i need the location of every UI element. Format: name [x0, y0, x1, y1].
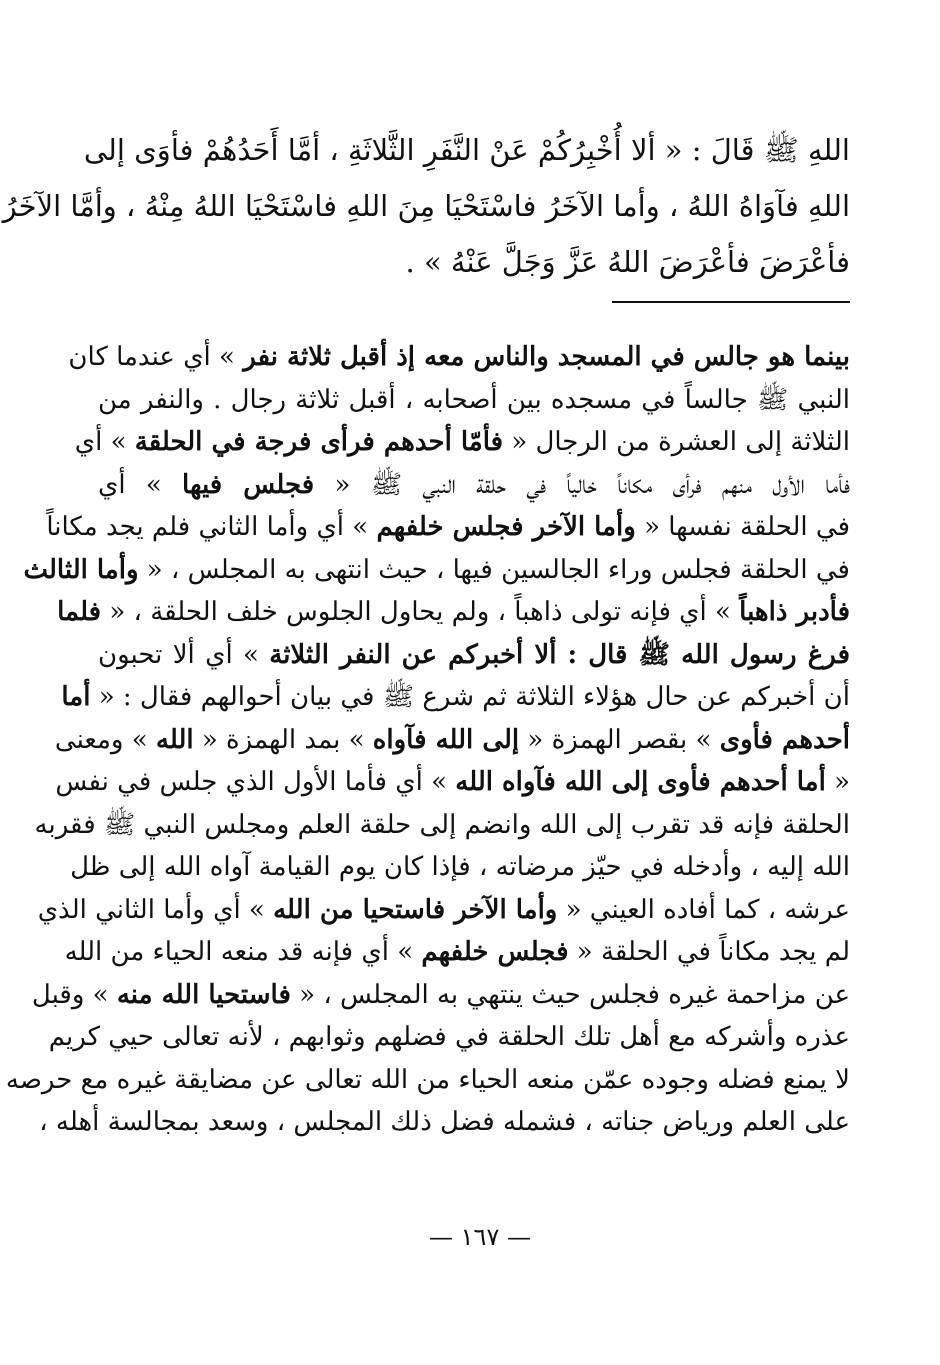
- commentary-line: [37, 889, 850, 932]
- commentary-phrase: الحلقة فإنه قد تقرب إلى الله وانضم إلى حلقة العلم ومجلس النبي ﷺ فقربه: [34, 809, 850, 840]
- commentary-phrase: عرشه ، كما أفاده العيني «: [557, 894, 850, 925]
- commentary-phrase: النبي ﷺ جالساً في مسجده بين أصحابه ، أقبل ثلاثة رجال . والنفر من: [98, 384, 850, 415]
- quoted-hadith-phrase: وأما الآخر فجلس خلفهم: [376, 512, 636, 542]
- commentary-phrase: عذره وأشركه مع أهل تلك الحلقة في فضلهم وثوابهم ، لأنه تعالى حيي كريم: [48, 1022, 850, 1052]
- commentary-line: [98, 379, 850, 422]
- commentary-line: [5, 1059, 850, 1102]
- commentary-line: [31, 974, 850, 1017]
- quoted-hadith-phrase: فلما: [57, 597, 102, 627]
- quoted-hadith-phrase: وأما الآخر فاستحيا من الله: [273, 894, 558, 925]
- commentary-phrase: » أي: [98, 469, 183, 500]
- quoted-hadith-phrase: وأما الثالث: [23, 554, 139, 585]
- hadith-line: اللهِ فآوَاهُ اللهُ ، وأما الآخَرُ فاسْتَحْيَا مِنَ اللهِ فاسْتَحْيَا اللهُ مِنْهُ ، وأمَّا الآخَرُ: [2, 189, 850, 223]
- commentary-phrase: » أي فأما الأول الذي جلس في نفس: [55, 767, 456, 797]
- commentary-phrase: في الحلقة فجلس وراء الجالسين فيها ، حيث انتهى به المجلس ، «: [138, 554, 850, 585]
- commentary-line: [64, 931, 850, 974]
- quoted-hadith-phrase: أما أحدهم فأوى إلى الله فآواه الله: [455, 767, 826, 797]
- quoted-hadith-phrase: فاستحيا الله منه: [116, 979, 291, 1010]
- commentary-phrase: على العلم ورياض جناته ، فشمله فضل ذلك المجلس ، وسعد بمجالسة أهله ،: [39, 1107, 850, 1137]
- commentary-phrase: في الحلقة نفسها «: [635, 512, 850, 542]
- commentary-line: [48, 1016, 850, 1059]
- commentary-phrase: عن مزاحمة غيره فجلس حيث ينتهي به المجلس ، «: [290, 979, 850, 1010]
- commentary-phrase: «: [825, 767, 850, 797]
- commentary-phrase: » أي وأما الثاني الذي: [37, 894, 274, 925]
- commentary-line: [68, 336, 850, 379]
- commentary-line: [74, 421, 850, 464]
- quoted-hadith-phrase: أما: [61, 682, 91, 712]
- quoted-hadith-phrase: فجلس فيها: [182, 469, 315, 500]
- commentary-line: [34, 804, 850, 847]
- commentary-phrase: الله إليه ، وأدخله في حيّز مرضاته ، فإذا كان يوم القيامة آواه الله إلى ظل: [70, 852, 850, 882]
- commentary-line: [46, 506, 850, 549]
- hadith-line: فأعْرَضَ فأعْرَضَ اللهُ عَزَّ وَجَلَّ عَنْهُ » .: [405, 245, 850, 279]
- commentary-line: [98, 634, 850, 677]
- commentary-phrase: الثلاثة إلى العشرة من الرجال «: [503, 427, 850, 457]
- quoted-hadith-phrase: الله: [155, 724, 194, 755]
- commentary-phrase: » أي فإنه تولى ذاهباً ، ولم يحاول الجلوس خلف الحلقة ، «: [101, 597, 740, 627]
- quoted-hadith-phrase: أحدهم فأوى: [719, 724, 850, 755]
- commentary-line: [55, 761, 850, 804]
- commentary-line: [57, 591, 850, 634]
- commentary-phrase: » أي: [74, 427, 135, 457]
- quoted-hadith-phrase: فجلس خلفهم: [421, 937, 569, 967]
- quoted-hadith-phrase: فرغ رسول الله ﷺ قال : ألا أخبركم عن النفر الثلاثة: [269, 639, 851, 670]
- commentary-phrase: » أي ألا تحبون: [98, 639, 270, 670]
- quoted-hadith-phrase: إلى الله فآواه: [372, 724, 520, 755]
- commentary-phrase: » أي عندما كان: [68, 342, 244, 372]
- commentary-line: [54, 719, 850, 762]
- commentary-phrase: » أي فإنه قد منعه الحياء من الله: [64, 937, 422, 967]
- commentary-phrase: » ومعنى: [54, 724, 156, 755]
- commentary-phrase: فأما الأول منهم فرأى مكاناً خالياً في حلقة النبي ﷺ «: [314, 469, 850, 500]
- quoted-hadith-phrase: فأمّا أحدهم فرأى فرجة في الحلقة: [134, 427, 504, 457]
- commentary-line: [98, 464, 850, 507]
- commentary-phrase: » وقبل: [31, 979, 117, 1010]
- commentary-phrase: لا يمنع فضله وجوده عمّن منعه الحياء من الله تعالى عن مضايقة غيره مع حرصه: [5, 1064, 850, 1095]
- page-number: — ١٦٧ —: [429, 1223, 531, 1251]
- hadith-line: اللهِ ﷺ قَالَ : « ألا أُخْبِرُكُمْ عَنْ النَّفَرِ الثَّلاثَةِ ، أمَّا أَحَدُهُمْ فأوَى إلى: [83, 133, 850, 167]
- commentary-text: [5, 336, 851, 1144]
- commentary-line: [23, 549, 850, 592]
- commentary-phrase: أن أخبركم عن حال هؤلاء الثلاثة ثم شرع ﷺ في بيان أحوالهم فقال : «: [90, 682, 850, 712]
- commentary-line: [61, 676, 850, 719]
- commentary-phrase: » بمد الهمزة «: [193, 724, 373, 755]
- section-divider: [612, 301, 850, 303]
- commentary-phrase: » أي وأما الثاني فلم يجد مكاناً: [46, 512, 377, 542]
- commentary-phrase: لم يجد مكاناً في الحلقة «: [568, 937, 850, 967]
- commentary-line: [39, 1101, 850, 1144]
- quoted-hadith-phrase: بينما هو جالس في المسجد والناس معه إذ أقبل ثلاثة نفر: [243, 342, 850, 372]
- quoted-hadith-phrase: فأدبر ذاهباً: [739, 597, 850, 627]
- commentary-phrase: » بقصر الهمزة «: [519, 724, 720, 755]
- hadith-text: [2, 122, 850, 290]
- commentary-line: [70, 846, 850, 889]
